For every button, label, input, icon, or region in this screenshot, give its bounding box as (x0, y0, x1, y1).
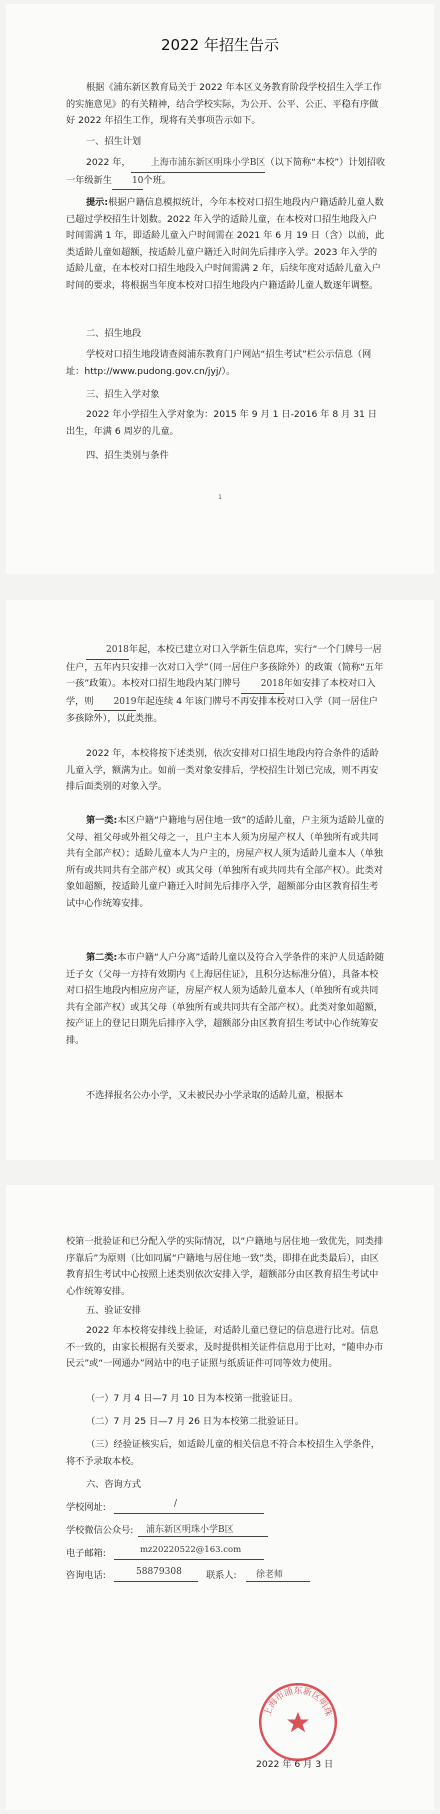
section-5-heading: 五、验证安排 (86, 1305, 142, 1316)
document-page-2 (6, 600, 434, 1160)
page-number: 1 (218, 494, 222, 501)
admission-order-paragraph: 2022 年，本校将按下述类别，依次安排对口招生地段内符合条件的适龄儿童入学，额满为止。如前一类对象安排后，学校招生计划已完成，则不再安排后面类别的对象入学。 (66, 748, 379, 792)
contact-line (246, 1569, 310, 1582)
plan-class-count: 10 (112, 173, 143, 191)
school-seal (256, 1680, 340, 1764)
five-year-policy-paragraph (66, 642, 386, 728)
website-label: 学校网址: (66, 1502, 106, 1513)
section-1-heading: 一、招生计划 (86, 136, 142, 147)
plan-text-a: 2022 年， (86, 157, 131, 168)
notice-date: 2022 年 6 月 3 日 (256, 1759, 334, 1770)
tip-label: 提示: (86, 197, 109, 208)
policy-text-c: 年起连续 4 年该门牌号不再安排本校对口入学（同一居住户多孩除外），以此类推。 (66, 695, 378, 724)
wechat-row (66, 1524, 133, 1538)
wechat-line (138, 1524, 268, 1537)
policy-text-b: 年如安排了本校对口入学，则 (66, 678, 376, 707)
policy-year-1: 2018 (86, 642, 129, 660)
category-1-label: 第一类: (86, 815, 118, 826)
website-row (66, 1501, 106, 1515)
category-2-text: 本市户籍“人户分离”适龄儿童以及符合入学条件的来沪人员适龄随迁子女（父母一方持有效期内《上海居住证》，且积分达标准分值），具备本校对口招生地段内相应房产证，房屋产权人须为适龄儿童本人（单独所有或共同共有全部产权）或其父母（单独所有或共同共有全部产权）。此类对象如超额，按产证上的登记日期先后排序入学，超额部分由区教育招生考试中心作统筹安排。 (66, 952, 385, 1046)
section-2-heading: 二、招生地段 (86, 328, 142, 339)
category-1-paragraph (66, 813, 386, 912)
website-value: / (174, 1499, 178, 1509)
phone-value: 58879308 (136, 1567, 182, 1577)
document-page-3 (6, 1185, 434, 1810)
policy-text-a: 年起，本校已建立对口入学新生信息库，实行“一个门牌号一居住户，五年内只安排一次对口入学”（同一居住户多孩除外）的政策（简称“五年一孩”政策）。本校对口招生地段内某门牌号 (66, 644, 384, 689)
seal-text: 上海市浦东新区明珠 (262, 1686, 334, 1718)
wechat-label: 学校微信公众号: (66, 1525, 134, 1536)
section-6-heading: 六、咨询方式 (86, 1479, 142, 1490)
tip-paragraph (66, 195, 386, 294)
plan-text-c: 个班。 (143, 174, 171, 186)
plan-paragraph (66, 155, 386, 190)
plan-school-name: 上海市浦东新区明珠小学B区 (131, 155, 266, 173)
seal-star-icon (287, 1712, 309, 1732)
verification-paragraph: 2022 年本校将安排线上验证，对适龄儿童已登记的信息进行比对。信息不一致的，由家长根据有关要求，及时提供相关证件信息用于比对，“随申办市民云”或“一网通办”网站中的电子证照与纸质证件可同等效力使用。 (66, 1325, 384, 1369)
email-label: 电子邮箱: (66, 1548, 106, 1559)
policy-year-3: 2019 (94, 694, 137, 712)
notice-title: 2022 年招生告示 (161, 36, 279, 54)
contact-row (206, 1569, 237, 1583)
category-3-paragraph: 不选择报名公办小学，又未被民办小学录取的适龄儿童，根据本 (86, 1090, 344, 1101)
phone-line (114, 1569, 198, 1582)
phone-label: 咨询电话: (66, 1570, 106, 1581)
category-2-paragraph (66, 950, 386, 1049)
phone-row (66, 1569, 106, 1583)
section-2-body: 学校对口招生地段请查阅浦东教育门户网站“招生考试”栏公示信息（网址：http://www.pudong.gov.cn/jyj/）。 (66, 349, 372, 377)
category-3-continued: 校第一批验证和已分配入学的实际情况，以“户籍地与居住地一致优先，同类排序靠后”为原则（比如同属“户籍地与居住地一致”类，即排在此类最后），由区教育招生考试中心按照上述类别依次安排入学，超额部分由区教育招生考试中心作统筹安排。 (66, 1236, 384, 1297)
document-page-1 (6, 4, 434, 574)
wechat-value: 浦东新区明珠小学B区 (146, 1525, 234, 1535)
section-4-heading: 四、招生类别与条件 (86, 450, 169, 461)
tip-text: 根据户籍信息模拟统计，今年本校对口招生地段内户籍适龄儿童人数已超过学校招生计划数。2022 年入学的适龄儿童，在本校对口招生地段入户时间需满 1 年，即适龄儿童入户时间需在 2021 年 6 月 19 日（含）以前，此类适龄儿童如超额，按适龄儿童户籍迁入时间先后排序入学。2023 年入学的适龄儿童，在本校对口招生地段入户时间需满 2 年，后续年度对适龄儿童入户时间的要求，将根据当年度本校对口招生地段内户籍适龄儿童人数逐年调整。 (66, 197, 385, 291)
category-1-text: 本区户籍“户籍地与居住地一致”的适龄儿童，户主须为适龄儿童的父母、祖父母或外祖父母之一，且户主本人须为房屋产权人（单独所有或共同共有全部产权）；适龄儿童本人为户主的，房屋产权人须为适龄儿童本人（单独所有或共同共有全部产权）或其父母（单独所有或共同共有全部产权）。此类对象如超额，按适龄儿童户籍迁入时间先后排序入学，超额部分由区教育招生考试中心作统筹安排。 (66, 815, 385, 909)
section-3-heading: 三、招生入学对象 (86, 389, 160, 400)
email-value: mz20220522@163.com (140, 1545, 242, 1555)
contact-value: 徐老师 (256, 1570, 284, 1580)
verification-batch-1: （一）7 月 4 日—7 月 10 日为本校第一批验证日。 (86, 1393, 299, 1404)
plan-text-b: （以下简称“本校”）计划招收一年级新生 (66, 157, 386, 186)
email-row (66, 1547, 106, 1561)
policy-year-2: 2018 (241, 676, 284, 694)
email-line (114, 1547, 264, 1560)
contact-label: 联系人: (206, 1570, 237, 1581)
verification-batch-2: （二）7 月 25 日—7 月 26 日为本校第二批验证日。 (86, 1416, 304, 1427)
category-2-label: 第二类: (86, 952, 118, 963)
website-line (114, 1501, 264, 1514)
intro-paragraph: 根据《浦东新区教育局关于 2022 年本区义务教育阶段学校招生入学工作的实施意见》的有关精神，结合学校实际，为公开、公平、公正、平稳有序做好 2022 年招生工作，现将有关事项告示如下。 (66, 82, 382, 126)
section-3-body: 2022 年小学招生入学对象为：2015 年 9 月 1 日-2016 年 8 月 31 日出生，年满 6 周岁的儿童。 (66, 409, 377, 437)
verification-result: （三）经验证核实后，如适龄儿童的相关信息不符合本校招生入学条件，将不予录取本校。 (66, 1439, 380, 1467)
